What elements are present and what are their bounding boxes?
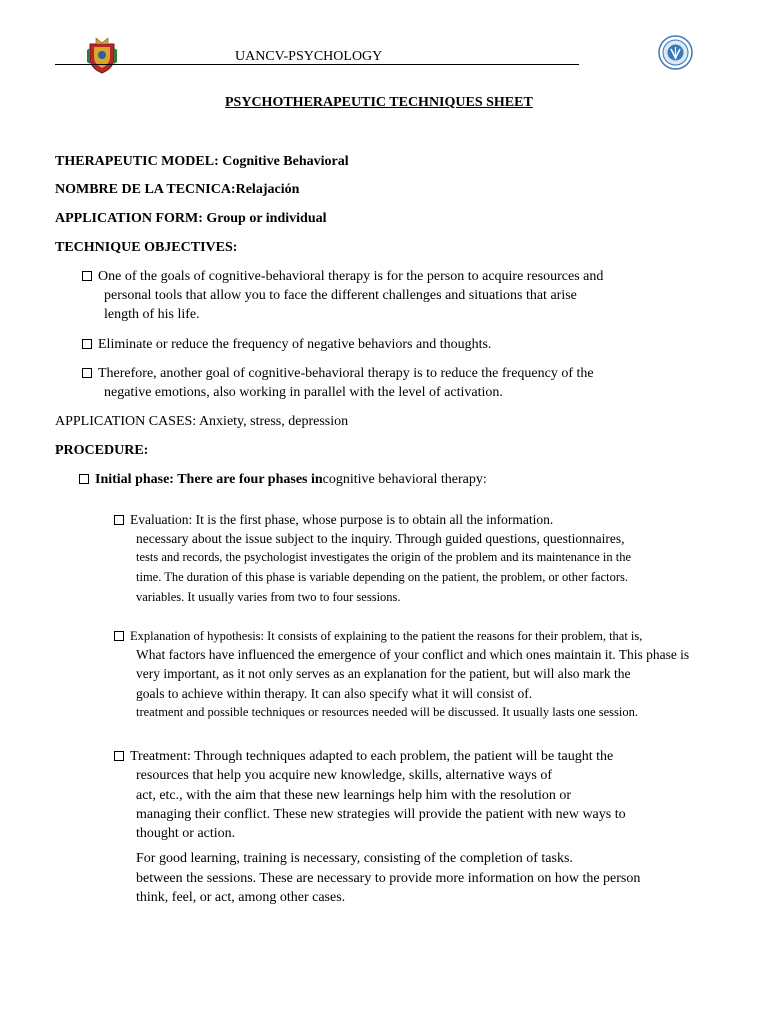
phase-text: cognitive behavioral therapy: <box>322 472 487 487</box>
paragraph-line: thought or action. <box>136 826 236 841</box>
list-item-continuation: negative emotions, also working in parallel with the level of activation. <box>104 385 503 400</box>
paragraph-line: goals to achieve within therapy. It can also specify what it will consist of. <box>136 686 533 701</box>
paragraph-line: For good learning, training is necessary, consisting of the completion of tasks. <box>136 851 573 866</box>
checkbox-bullet-icon <box>79 474 89 484</box>
field-label: APPLICATION CASES: <box>55 414 197 429</box>
paragraph-line: time. The duration of this phase is variable depending on the patient, the problem, or other factors. <box>136 570 628 584</box>
checkbox-bullet-icon <box>82 271 92 281</box>
checkbox-bullet-icon <box>114 751 124 761</box>
field-value: Group or individual <box>206 211 327 226</box>
list-item-continuation: length of his life. <box>104 307 200 322</box>
paragraph-line: very important, as it not only serves as an explanation for the patient, but will also mark the <box>136 666 631 681</box>
list-item-initial-phase <box>79 472 487 488</box>
paragraph-line: act, etc., with the aim that these new learnings help him with the resolution or <box>136 788 572 803</box>
paragraph-line: treatment and possible techniques or resources needed will be discussed. It usually lasts one session. <box>136 705 638 719</box>
list-item-text: Therefore, another goal of cognitive-behavioral therapy is to reduce the frequency of the <box>98 366 594 381</box>
section-heading-objectives: TECHNIQUE OBJECTIVES: <box>55 240 238 255</box>
checkbox-bullet-icon <box>82 368 92 378</box>
field-application-cases <box>55 414 348 430</box>
field-application-form <box>55 211 327 227</box>
field-label: NOMBRE DE LA TECNICA: <box>55 182 236 197</box>
phase-label: Initial phase: There are four phases in <box>95 472 323 487</box>
list-item <box>82 269 603 285</box>
list-item-text: Evaluation: It is the first phase, whose purpose is to obtain all the information. <box>130 512 554 527</box>
checkbox-bullet-icon <box>82 339 92 349</box>
field-therapeutic-model <box>55 154 349 170</box>
list-item-text: Explanation of hypothesis: It consists of explaining to the patient the reasons for their problem, that is, <box>130 629 643 643</box>
paragraph-line: resources that help you acquire new knowledge, skills, alternative ways of <box>136 768 552 783</box>
field-technique-name <box>55 182 299 198</box>
header-text: UANCV-PSYCHOLOGY <box>235 49 383 64</box>
list-item-explanation <box>114 629 642 644</box>
paragraph-line: tests and records, the psychologist investigates the origin of the problem and its maintenance in the <box>136 550 632 564</box>
paragraph-line: necessary about the issue subject to the inquiry. Through guided questions, questionnaires, <box>136 531 625 546</box>
paragraph-line: between the sessions. These are necessary to provide more information on how the person <box>136 871 641 886</box>
list-item <box>82 337 491 353</box>
field-value: Anxiety, stress, depression <box>198 414 349 429</box>
list-item-text: Treatment: Through techniques adapted to each problem, the patient will be taught the <box>130 749 614 764</box>
list-item-treatment <box>114 749 613 765</box>
field-value: Cognitive Behavioral <box>222 154 349 169</box>
header-divider <box>55 64 579 65</box>
field-value: Relajación <box>235 182 300 197</box>
list-item-text: Eliminate or reduce the frequency of negative behaviors and thoughts. <box>98 337 492 352</box>
list-item-text: One of the goals of cognitive-behavioral therapy is for the person to acquire resources and <box>98 269 604 284</box>
checkbox-bullet-icon <box>114 631 124 641</box>
section-heading-procedure: PROCEDURE: <box>55 443 149 458</box>
paragraph-line: think, feel, or act, among other cases. <box>136 890 346 905</box>
field-label: APPLICATION FORM: <box>55 211 203 226</box>
university-crest-logo <box>86 36 118 74</box>
paragraph-line: managing their conflict. These new strategies will provide the patient with new ways to <box>136 807 626 822</box>
checkbox-bullet-icon <box>114 515 124 525</box>
list-item-continuation: personal tools that allow you to face the different challenges and situations that arise <box>104 288 577 303</box>
field-label: THERAPEUTIC MODEL: <box>55 154 219 169</box>
list-item <box>82 366 594 382</box>
document-title: PSYCHOTHERAPEUTIC TECHNIQUES SHEET <box>225 95 533 110</box>
psychology-seal-logo <box>658 35 693 70</box>
paragraph-line: variables. It usually varies from two to four sessions. <box>136 590 401 604</box>
list-item-evaluation <box>114 512 553 528</box>
paragraph-line: What factors have influenced the emergence of your conflict and which ones maintain it. This phase is <box>136 647 690 662</box>
